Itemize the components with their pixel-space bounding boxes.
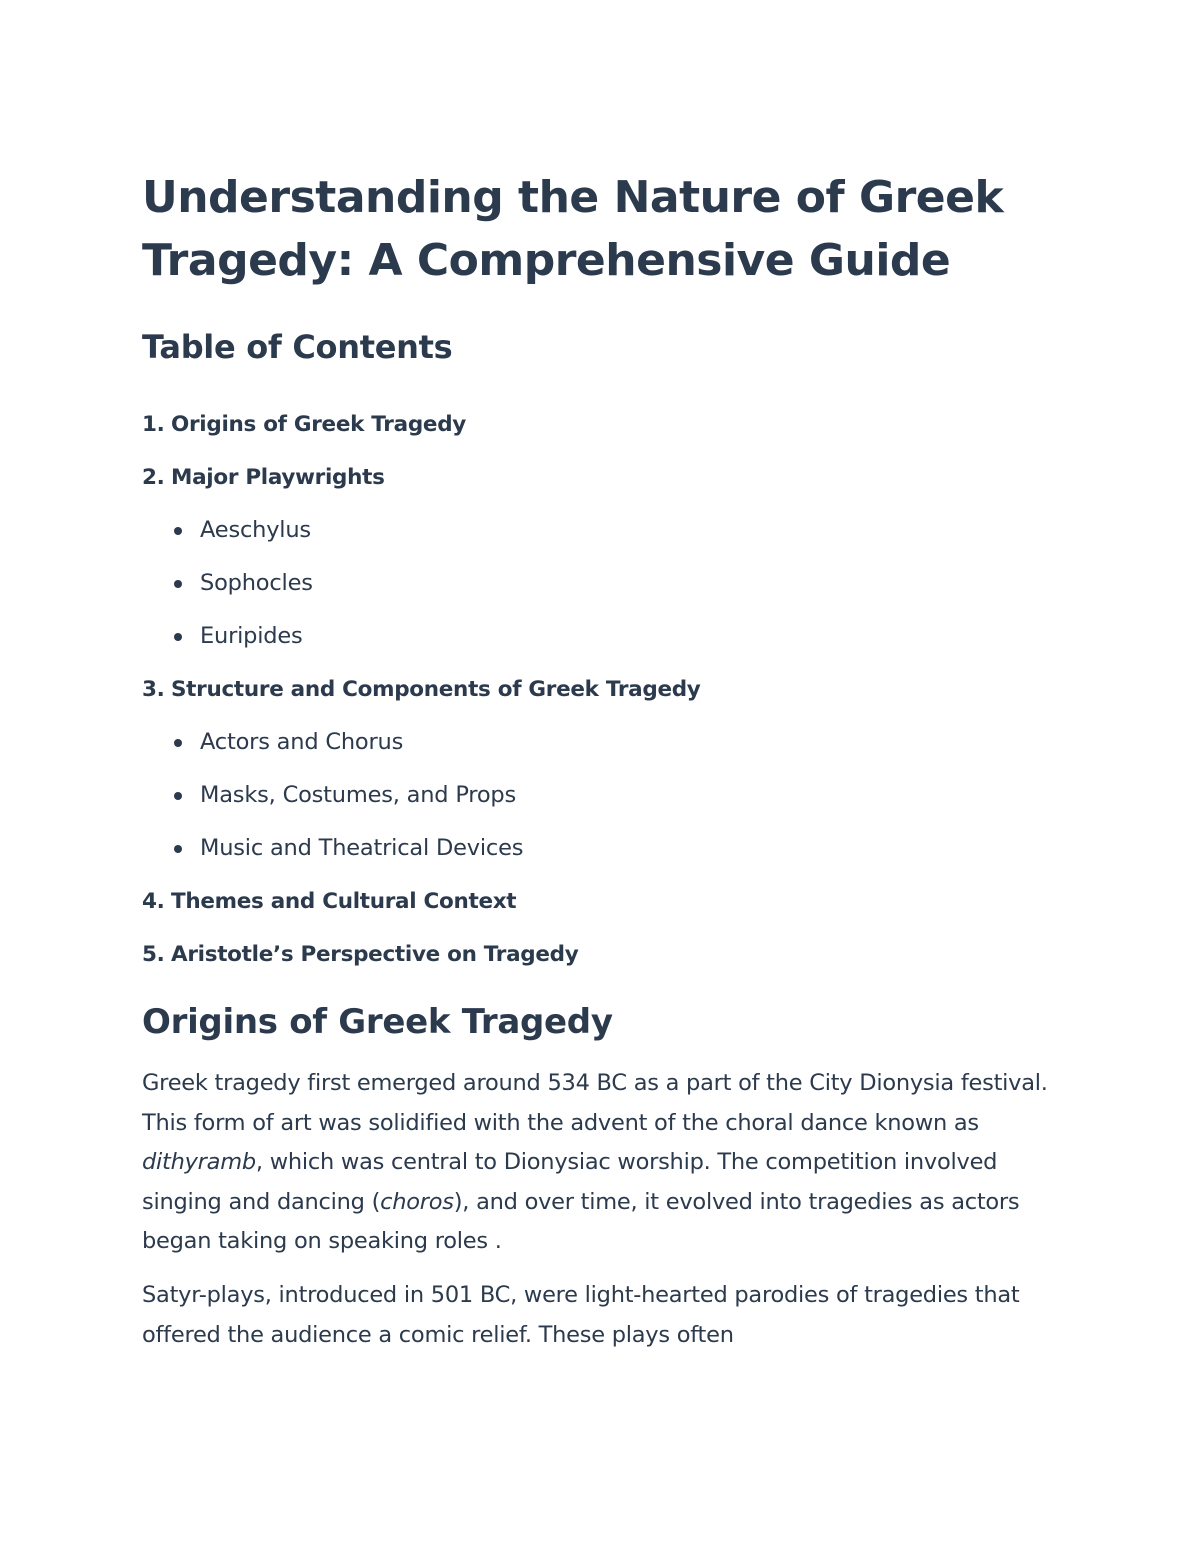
bullet-icon — [174, 633, 182, 641]
emphasis-dithyramb: dithyramb — [142, 1149, 256, 1176]
toc-entry — [142, 928, 1062, 981]
bullet-icon — [174, 739, 182, 747]
toc-item-aristotle[interactable] — [142, 928, 1062, 981]
toc-subitem-actors[interactable] — [142, 716, 1062, 769]
bullet-icon — [174, 527, 182, 535]
toc-subitem-masks[interactable] — [142, 769, 1062, 822]
toc-subitem-label: Euripides — [200, 623, 303, 649]
toc-subitem-label: Sophocles — [200, 570, 313, 596]
toc-number: 3. — [142, 677, 165, 702]
toc-heading: Table of Contents — [142, 328, 453, 366]
toc-subitem-music[interactable] — [142, 822, 1062, 875]
bullet-icon — [174, 580, 182, 588]
bullet-icon — [174, 792, 182, 800]
toc-number: 2. — [142, 465, 165, 490]
toc-label: Structure and Components of Greek Tragedy — [171, 677, 701, 702]
toc-label: Aristotle’s Perspective on Tragedy — [171, 942, 579, 967]
toc-item-playwrights[interactable] — [142, 451, 1062, 504]
toc-subitem-label: Actors and Chorus — [200, 729, 404, 755]
section-heading-origins: Origins of Greek Tragedy — [142, 1002, 613, 1042]
paragraph-text: Greek tragedy first emerged around 534 BC as a part of the City Dionysia festival. This form of art was solidified with the advent of the choral dance known as — [142, 1070, 1048, 1136]
toc-label: Themes and Cultural Context — [171, 889, 517, 914]
toc-entry — [142, 875, 1062, 928]
toc-entry — [142, 451, 1062, 663]
document-page — [142, 166, 1062, 1355]
table-of-contents — [142, 398, 1062, 981]
paragraph-text: , which was central to Dionysiac worship. The competition involved singing and dancing ( — [142, 1149, 998, 1215]
toc-sublist — [142, 716, 1062, 875]
toc-number: 5. — [142, 942, 165, 967]
toc-subitem-label: Masks, Costumes, and Props — [200, 782, 517, 808]
emphasis-choros: choros — [380, 1188, 454, 1215]
toc-label: Origins of Greek Tragedy — [171, 412, 466, 437]
toc-entry — [142, 398, 1062, 451]
toc-number: 1. — [142, 412, 165, 437]
toc-entry — [142, 663, 1062, 875]
toc-subitem-sophocles[interactable] — [142, 557, 1062, 610]
bullet-icon — [174, 845, 182, 853]
toc-item-origins[interactable] — [142, 398, 1062, 451]
toc-sublist — [142, 504, 1062, 663]
toc-subitem-label: Music and Theatrical Devices — [200, 835, 524, 861]
paragraph-satyr-plays: Satyr-plays, introduced in 501 BC, were light-hearted parodies of tragedies that offered the audience a comic relief. These plays often — [142, 1281, 1020, 1348]
toc-item-structure[interactable] — [142, 663, 1062, 716]
page-title: Understanding the Nature of Greek Tragedy: A Comprehensive Guide — [142, 172, 1004, 286]
toc-subitem-euripides[interactable] — [142, 610, 1062, 663]
toc-label: Major Playwrights — [171, 465, 385, 490]
toc-subitem-aeschylus[interactable] — [142, 504, 1062, 557]
toc-subitem-label: Aeschylus — [200, 517, 311, 543]
paragraph-origins — [142, 1064, 1062, 1262]
paragraph-text: ), and over time, it evolved into tragedies as actors began taking on speaking roles . — [142, 1188, 1020, 1255]
toc-item-themes[interactable] — [142, 875, 1062, 928]
toc-number: 4. — [142, 889, 165, 914]
